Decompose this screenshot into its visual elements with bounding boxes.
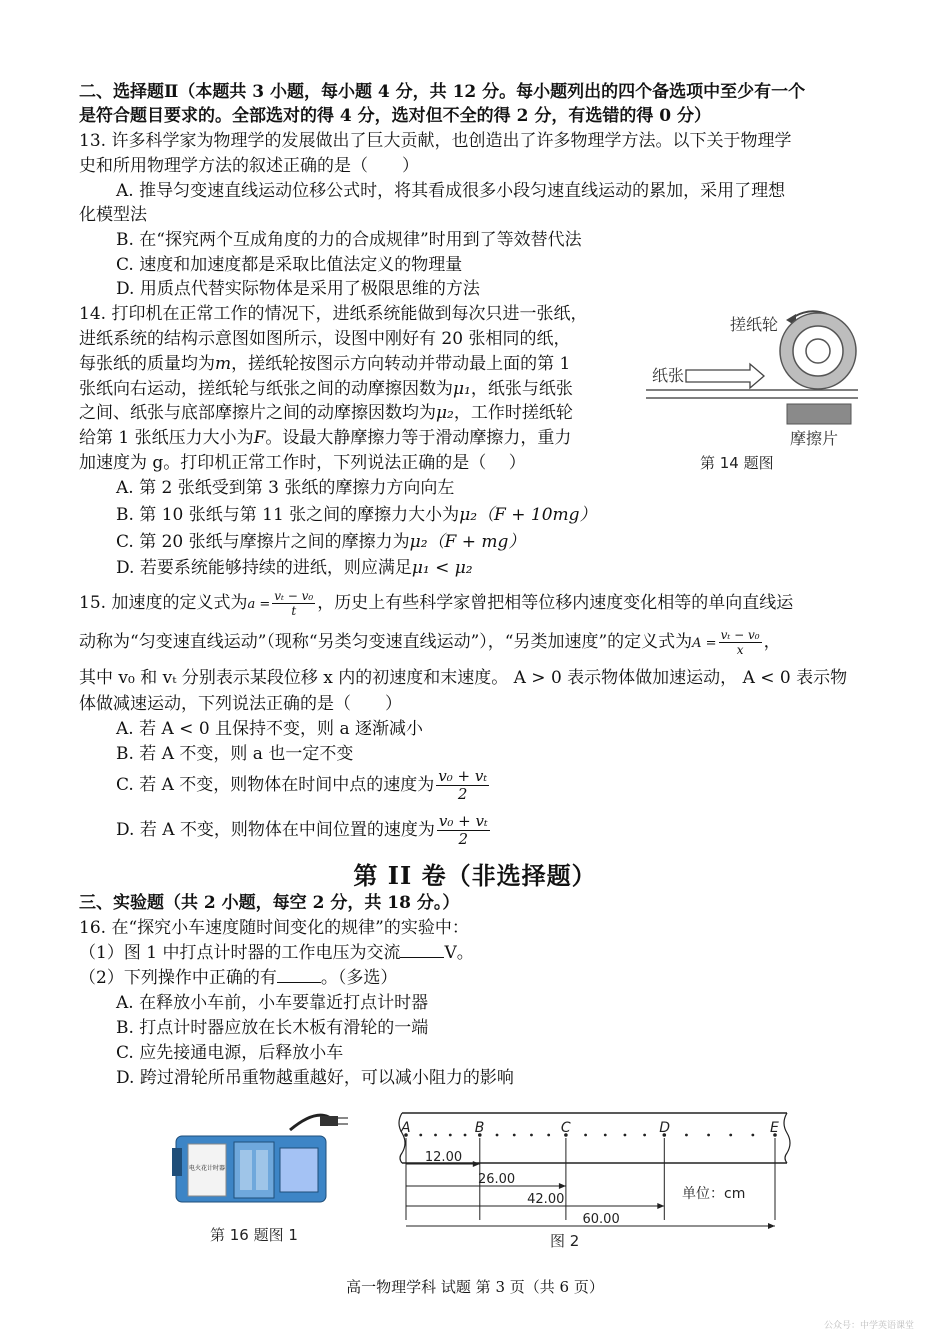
q15-line2-a: 动称为“匀变速直线运动”（现称“另类匀变速直线运动”），“另类加速度”的定义式为 (79, 632, 693, 652)
tape-dot (419, 1134, 422, 1137)
q15-line2-b: ， (763, 632, 781, 652)
q14-option-b-text: B. 第 10 张纸与第 11 张之间的摩擦力大小为 (116, 505, 460, 525)
tape-measure-arrowhead (768, 1223, 775, 1229)
q15-option-d (116, 813, 492, 848)
q14-option-d-text: D. 若要系统能够持续的进纸，则应满足 (116, 558, 412, 578)
tape-dot (643, 1134, 646, 1137)
part2-title: 第 II 卷（非选择题） (353, 861, 597, 890)
tape-measure-arrowhead (657, 1203, 664, 1209)
q16-part2-blank (277, 966, 321, 983)
q13-option-c: C. 速度和加速度都是采取比值法定义的物理量 (116, 255, 463, 275)
q15-def-a-fraction (272, 589, 315, 618)
q14-figure-caption: 第 14 题图 (700, 454, 774, 472)
q15-def-A-den: x (736, 643, 744, 657)
q14-line4-b: ，纸张与纸张 (470, 379, 573, 399)
q16-part1 (79, 941, 474, 965)
q15-def-A-lhs: A = (692, 636, 717, 651)
q14-option-b-expr: μ₂（F + 10mg） (459, 505, 597, 525)
q14-line2: 进纸系统的结构示意图如图所示，设图中刚好有 20 张相同的纸， (79, 329, 571, 349)
q16-part1-blank (400, 941, 444, 958)
q16-option-a: A. 在释放小车前，小车要靠近打点计时器 (116, 993, 429, 1013)
q15-option-c-den: 2 (457, 785, 468, 803)
q14-line4-a: 张纸向右运动，搓纸轮与纸张之间的动摩擦因数为 (79, 379, 453, 399)
q15-option-d-den: 2 (458, 830, 469, 848)
q14-line4 (79, 377, 573, 401)
tape-measure-arrowhead (473, 1161, 480, 1167)
q16-part2-b: 。（多选） (320, 968, 398, 988)
q15-option-d-fraction (437, 813, 490, 848)
tape-dot (547, 1134, 550, 1137)
tape-point-label: A (401, 1120, 411, 1136)
q14-line6-b: 。设最大静摩擦力等于滑动摩擦力，重力 (265, 428, 572, 448)
q15-option-d-text: D. 若 A 不变，则物体在中间位置的速度为 (116, 820, 435, 840)
timer-slot-1 (240, 1150, 252, 1190)
timer-label: 电火花计时器 (188, 1165, 226, 1172)
tape-dot (464, 1134, 467, 1137)
watermark: 公众号：中学英语课堂 (823, 1321, 914, 1331)
tape-measurements (406, 1138, 775, 1229)
paper-direction-arrow (686, 364, 764, 388)
q13-option-a-line2: 化模型法 (79, 205, 147, 225)
tape-dot (584, 1134, 587, 1137)
q14-line6-a: 给第 1 张纸压力大小为 (79, 428, 254, 448)
q14-option-a: A. 第 2 张纸受到第 3 张纸的摩擦力方向向左 (116, 478, 455, 498)
tape-distance-label: 60.00 (582, 1212, 620, 1227)
q16-option-b: B. 打点计时器应放在长木板有滑轮的一端 (116, 1018, 429, 1038)
tape-distance-label: 12.00 (424, 1150, 463, 1165)
q15-line4: 体做减速运动，下列说法正确的是（ ） (79, 694, 402, 714)
tape-point-labels (400, 1120, 779, 1136)
q15-option-b: B. 若 A 不变，则 a 也一定不变 (116, 744, 354, 764)
q14-line6 (79, 426, 571, 450)
tape-distance-label: 42.00 (527, 1192, 565, 1207)
paper-label: 纸张 (652, 366, 685, 385)
q13-option-d: D. 用质点代替实际物体是采用了极限思维的方法 (116, 279, 480, 299)
q15-option-c-fraction (436, 768, 489, 803)
q16-figure1-caption: 第 16 题图 1 (210, 1226, 298, 1244)
power-plug (320, 1116, 338, 1126)
tape-unit-label: 单位：cm (682, 1186, 746, 1202)
tape-dots (404, 1133, 777, 1137)
q15-def-A-fraction (719, 628, 762, 657)
tape-dot (685, 1134, 688, 1137)
section3-heading: 三、实验题（共 2 小题，每空 2 分，共 18 分。） (79, 893, 460, 913)
tape-dot (530, 1134, 533, 1137)
q15-line1-b: ，历史上有些科学家曾把相等位移内速度变化相等的单向直线运 (317, 593, 794, 613)
q15-option-d-num: v₀ + vₜ (438, 812, 488, 830)
q16-figure1 (170, 1100, 360, 1260)
q15-line1 (79, 589, 793, 618)
tape-dot (449, 1134, 452, 1137)
q14-line1: 14. 打印机在正常工作的情况下，进纸系统能做到每次只进一张纸， (79, 304, 588, 324)
q14-line7: 加速度为 g。打印机正常工作时，下列说法正确的是（ ） (79, 453, 526, 473)
q14-option-c-expr: μ₂（F + mg） (409, 532, 526, 552)
tape-dot (624, 1134, 627, 1137)
tape-right-torn-edge (784, 1113, 790, 1163)
q15-def-A-num: vₜ − v₀ (720, 628, 760, 642)
tape-distance-label: 26.00 (477, 1172, 516, 1187)
q15-line3: 其中 v₀ 和 vₜ 分别表示某段位移 x 内的初速度和末速度。 A > 0 表示物体做加速运动， A < 0 表示物 (79, 668, 848, 688)
q14-figure (640, 300, 870, 480)
q15-def-a-den: t (291, 604, 297, 618)
q15-option-c-text: C. 若 A 不变，则物体在时间中点的速度为 (116, 775, 435, 795)
q15-option-c (116, 768, 491, 803)
q14-line3-b: ，搓纸轮按图示方向转动并带动最上面的第 1 (231, 354, 571, 374)
q14-option-d-expr: μ₁ < μ₂ (411, 558, 473, 578)
q16-part1-a: （1）图 1 中打点计时器的工作电压为交流 (79, 943, 401, 963)
tape-point-label: B (474, 1120, 485, 1136)
tape-dot (604, 1134, 607, 1137)
q14-line5-b: ，工作时搓纸轮 (453, 403, 573, 423)
q13-option-b: B. 在“探究两个互成角度的力的合成规律”时用到了等效替代法 (116, 230, 582, 250)
tape-point-label: D (659, 1120, 671, 1136)
roller-hub (806, 339, 830, 363)
section2-heading-line1: 二、选择题Ⅱ（本题共 3 小题，每小题 4 分，共 12 分。每小题列出的四个备选项中至少有一个 (79, 82, 806, 102)
q14-var-mu1: μ₁ (453, 379, 471, 399)
q14-line5 (79, 401, 573, 425)
q15-line2 (79, 628, 781, 657)
q13-option-a-line1: A. 推导匀变速直线运动位移公式时，将其看成很多小段匀速直线运动的累加，采用了理想 (116, 181, 786, 201)
tape-point-label: C (560, 1120, 571, 1136)
q16-stem: 16. 在“探究小车速度随时间变化的规律”的实验中： (79, 918, 469, 938)
q15-def-a-num: vₜ − v₀ (274, 589, 314, 603)
q15-option-c-num: v₀ + vₜ (438, 767, 488, 785)
tape-dot (496, 1134, 499, 1137)
page-footer: 高一物理学科 试题 第 3 页（共 6 页） (346, 1278, 604, 1296)
q16-option-d: D. 跨过滑轮所吊重物越重越好，可以减小阻力的影响 (116, 1068, 514, 1088)
q15-def-a-lhs: a = (247, 597, 271, 612)
q13-stem-line1: 13. 许多科学家为物理学的发展做出了巨大贡献，也创造出了许多物理学方法。以下关于物理学 (79, 131, 792, 151)
q14-line5-a: 之间、纸张与底部摩擦片之间的动摩擦因数均为 (79, 403, 436, 423)
tape-dot (729, 1134, 732, 1137)
q16-figure2-caption: 图 2 (550, 1232, 580, 1250)
q13-stem-line2: 史和所用物理学方法的叙述正确的是（ ） (79, 156, 419, 176)
q14-line3 (79, 352, 570, 376)
friction-pad (787, 404, 851, 424)
q14-option-b (116, 503, 597, 527)
q14-option-c (116, 530, 525, 554)
roller-label: 搓纸轮 (730, 315, 779, 334)
q14-var-m: m (215, 354, 232, 374)
tape-dot (707, 1134, 710, 1137)
q14-line3-a: 每张纸的质量均为 (79, 354, 215, 374)
q16-figure2-tape (392, 1108, 812, 1258)
section2-heading-line2: 是符合题目要求的。全部选对的得 4 分，选对但不全的得 2 分，有选错的得 0 分） (79, 106, 711, 126)
q14-var-mu2: μ₂ (436, 403, 454, 423)
timer-side-clip (172, 1148, 182, 1176)
q16-part2 (79, 966, 397, 990)
tape-dot (513, 1134, 516, 1137)
q16-option-c: C. 应先接通电源，后释放小车 (116, 1043, 344, 1063)
tape-dot (434, 1134, 437, 1137)
q15-line1-a: 15. 加速度的定义式为 (79, 593, 248, 613)
q14-option-c-text: C. 第 20 张纸与摩擦片之间的摩擦力为 (116, 532, 410, 552)
q16-part1-b: V。 (444, 943, 474, 963)
tape-measure-arrowhead (559, 1183, 566, 1189)
q14-var-f: F (253, 428, 266, 448)
q15-option-a: A. 若 A < 0 且保持不变，则 a 逐渐减小 (116, 719, 423, 739)
timer-slot-2 (256, 1150, 268, 1190)
q14-option-d (116, 556, 473, 580)
friction-pad-label: 摩擦片 (790, 429, 839, 448)
tape-point-label: E (770, 1120, 779, 1136)
q16-part2-a: （2）下列操作中正确的有 (79, 968, 277, 988)
timer-end-block (280, 1148, 318, 1192)
tape-dot (751, 1134, 754, 1137)
